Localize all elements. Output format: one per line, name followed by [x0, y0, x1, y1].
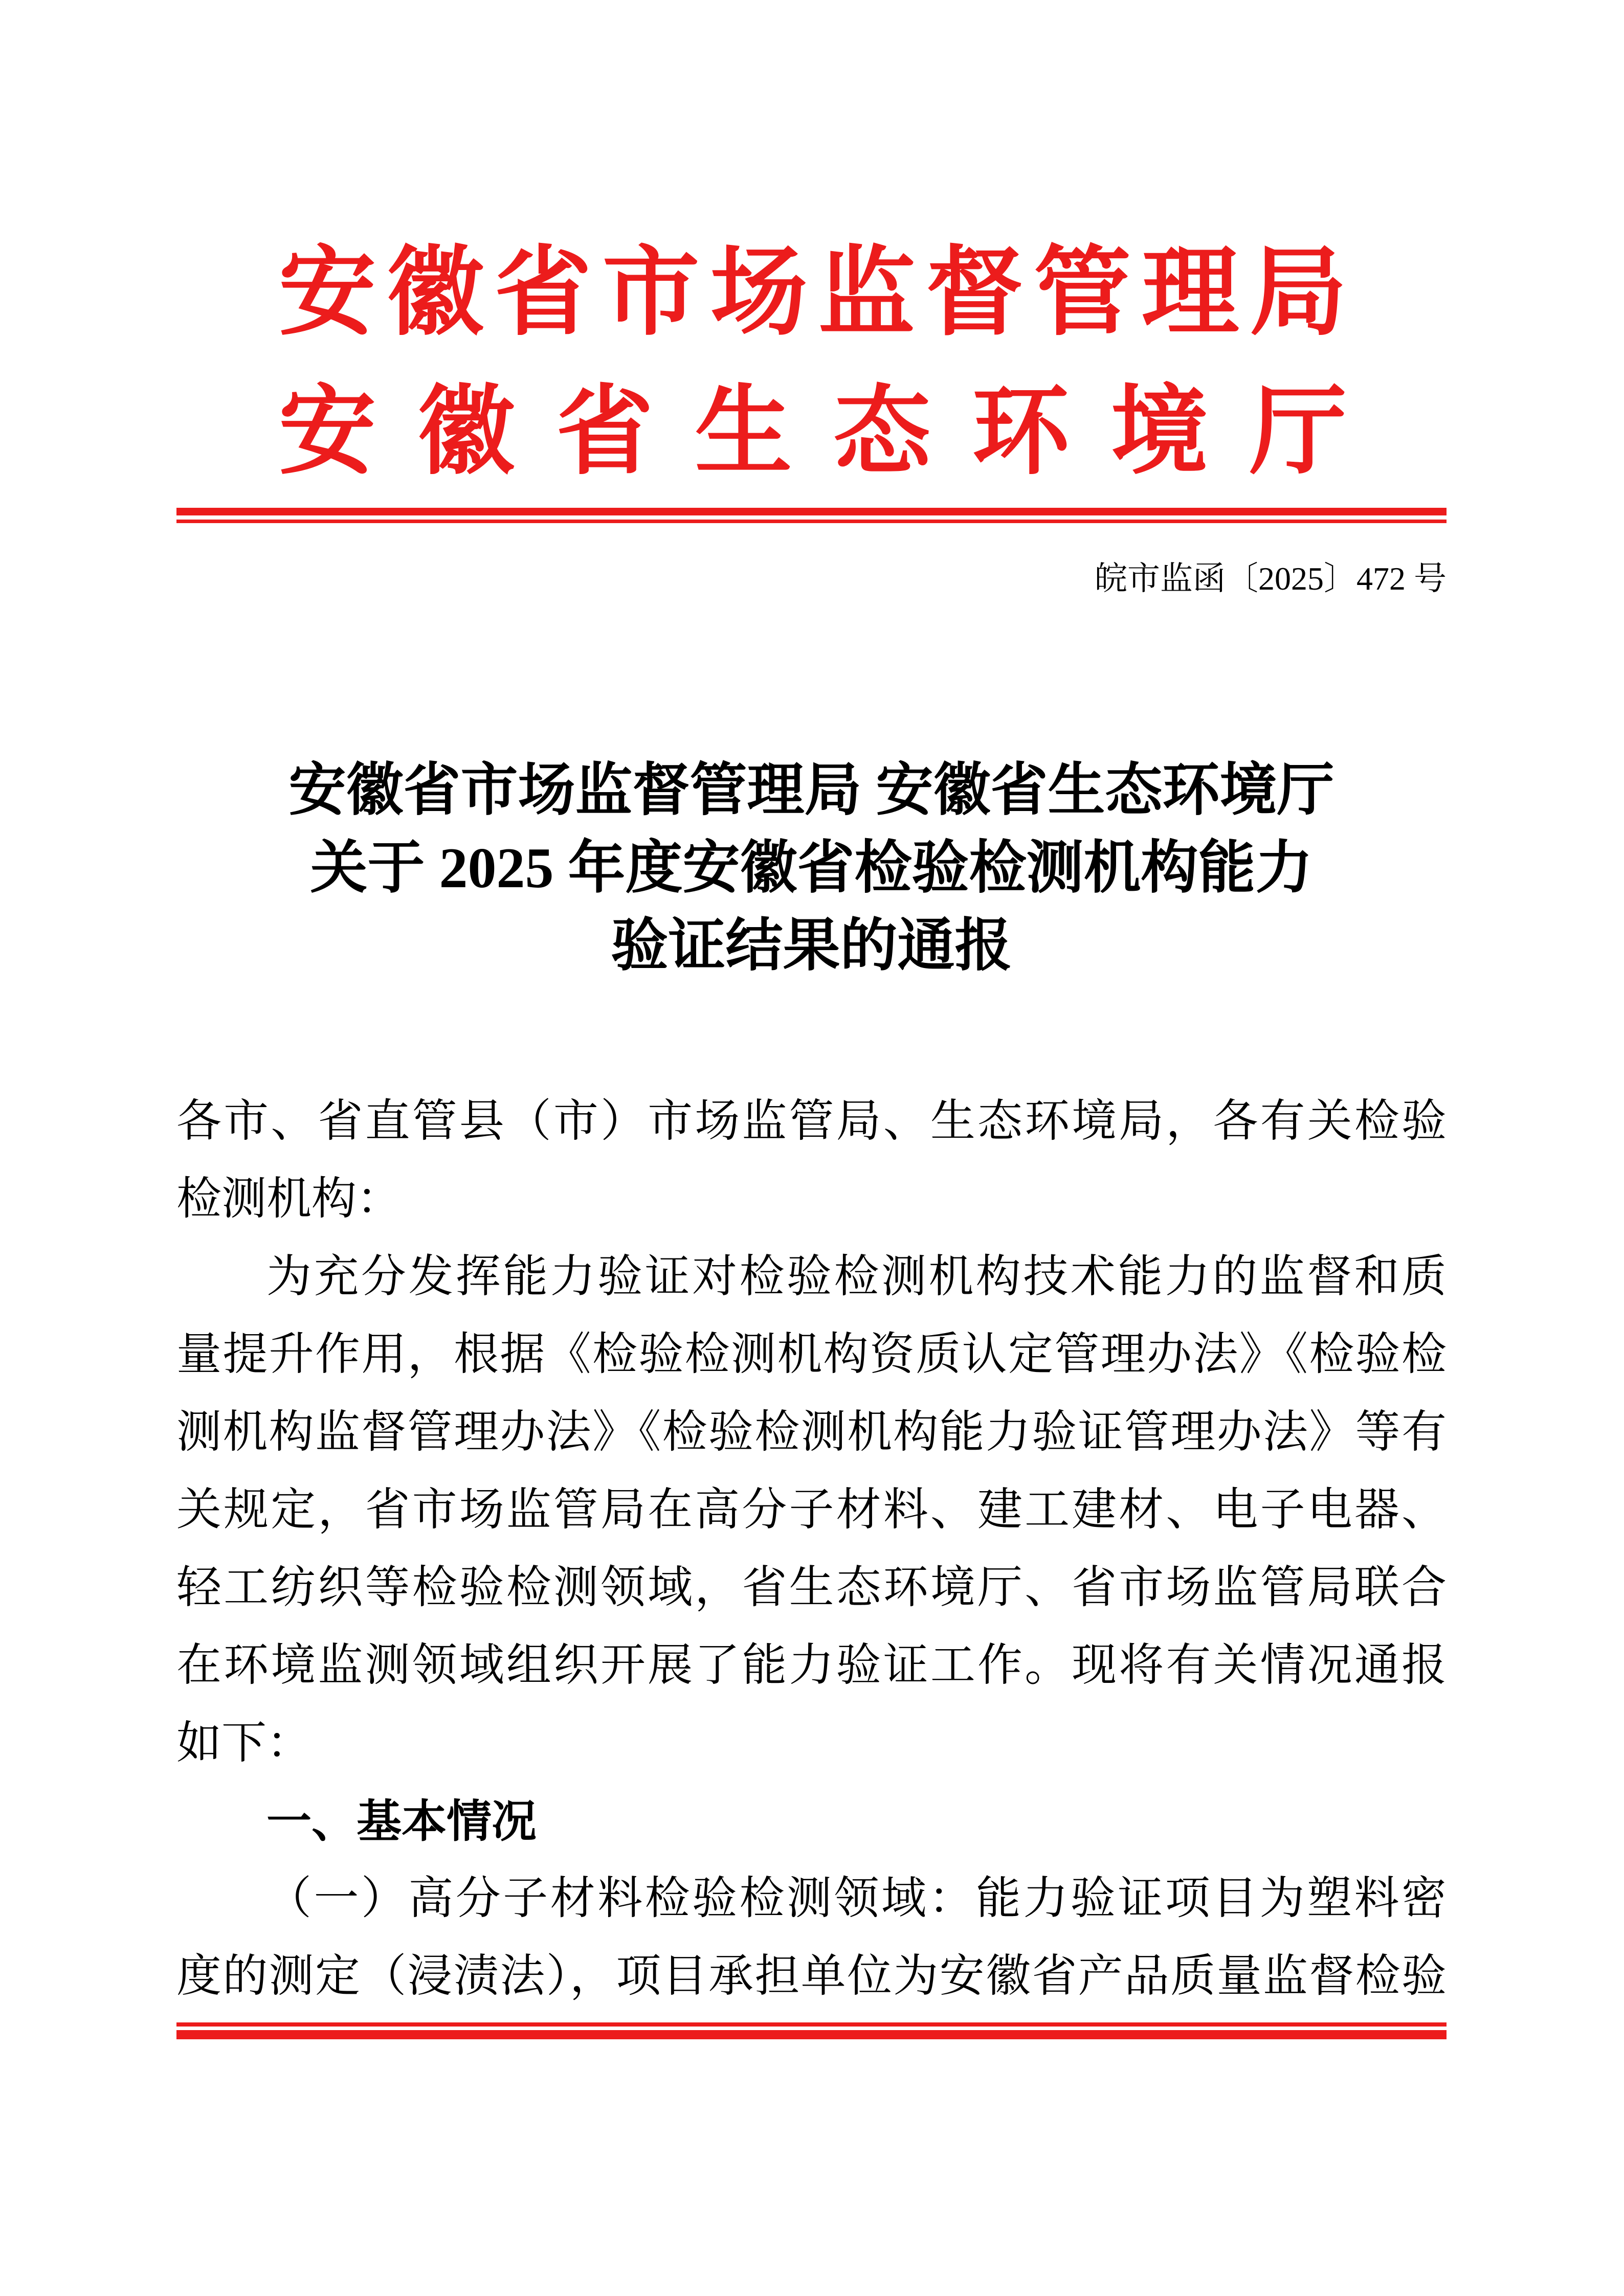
title-line-2: 关于 2025 年度安徽省检验检测机构能力	[310, 837, 1313, 900]
header-rule-thin	[176, 520, 1447, 523]
body-line: 量提升作用，根据《检验检测机构资质认定管理办法》《检验检	[176, 1330, 1447, 1380]
section-heading: 一、基本情况	[266, 1796, 537, 1847]
body-line: 检测机构：	[176, 1175, 402, 1224]
title-line-1: 安徽省市场监督管理局 安徽省生态环境厅	[288, 759, 1334, 822]
body-line: 测机构监督管理办法》《检验检测机构能力验证管理办法》等有	[176, 1408, 1447, 1457]
issuer-name-line-2: 安徽省生态环境厅	[279, 379, 1347, 486]
body-line: 轻工纺织等检验检测领域，省生态环境厅、省市场监管局联合	[176, 1563, 1447, 1613]
issuer-name-line-1: 安徽省市场监督管理局	[279, 240, 1347, 347]
title-line-3: 验证结果的通报	[611, 914, 1012, 978]
document-title	[176, 752, 1447, 985]
issuer-header	[279, 224, 1347, 502]
header-rule-thick	[176, 508, 1447, 515]
body-line: 关规定，省市场监管局在高分子材料、建工建材、电子电器、	[176, 1485, 1447, 1535]
document-body	[176, 1083, 1447, 2016]
footer-rule-thick	[176, 2030, 1447, 2039]
document-number: 皖市监函〔2025〕472 号	[1095, 560, 1447, 597]
body-line: 在环境监测领域组织开展了能力验证工作。现将有关情况通报	[176, 1641, 1447, 1691]
body-line: 度的测定（浸渍法），项目承担单位为安徽省产品质量监督检验	[176, 1952, 1447, 2001]
body-line: 如下：	[176, 1719, 312, 1768]
body-line: （一）高分子材料检验检测领域：能力验证项目为塑料密	[266, 1874, 1447, 1924]
body-line: 各市、省直管县（市）市场监管局、生态环境局，各有关检验	[176, 1097, 1447, 1146]
body-line: 为充分发挥能力验证对检验检测机构技术能力的监督和质	[266, 1252, 1447, 1302]
footer-rule-thin	[176, 2022, 1447, 2027]
